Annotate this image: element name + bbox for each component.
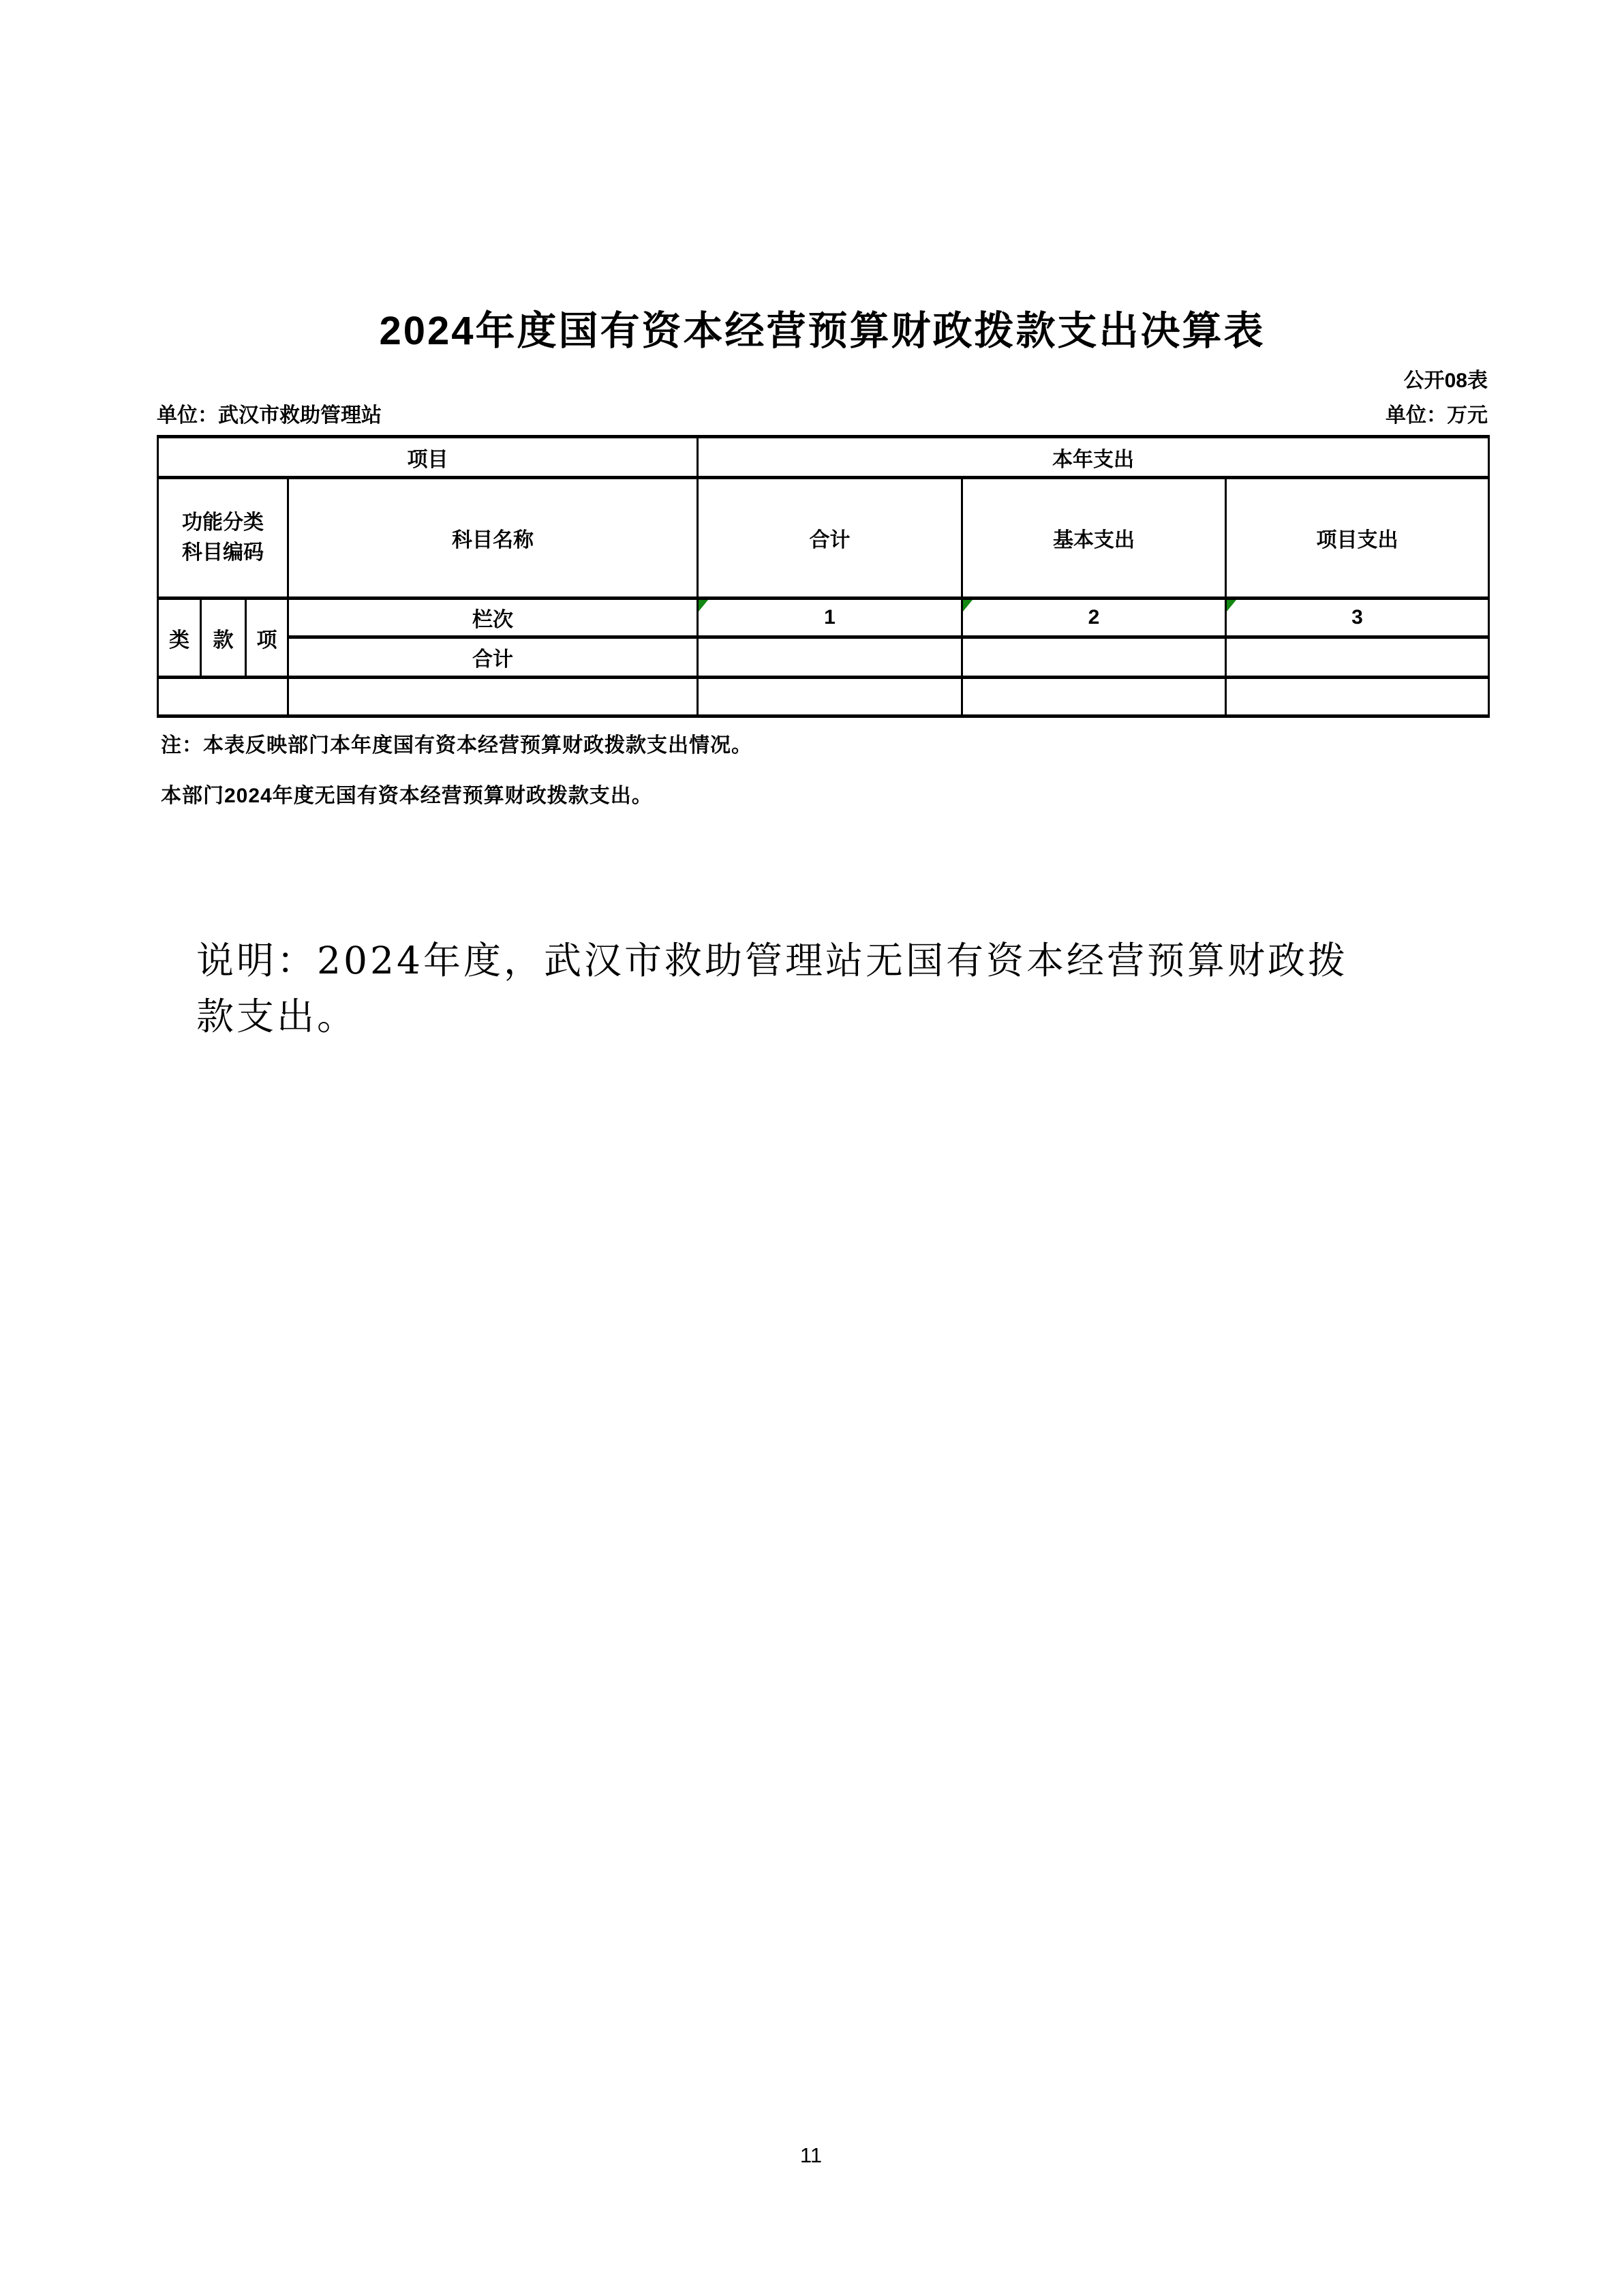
empty-row-name-cell <box>288 678 698 716</box>
page-title: 2024年度国有资本经营预算财政拨款支出决算表 <box>379 309 1266 353</box>
total-row-total-cell <box>698 637 962 678</box>
column-index-basic: 2 <box>1088 606 1100 629</box>
table-note: 注：本表反映部门本年度国有资本经营预算财政拨款支出情况。 <box>161 734 752 757</box>
statement-line: 款支出。 <box>196 995 358 1038</box>
empty-row-project-cell <box>1226 678 1489 716</box>
table-row <box>158 637 1489 678</box>
total-row-label: 合计 <box>288 637 698 678</box>
header-project-expenditure: 项目支出 <box>1226 478 1489 599</box>
table-row <box>158 478 1489 599</box>
table-row <box>158 599 1489 637</box>
table-row <box>158 678 1489 716</box>
column-index-basic-cell <box>962 599 1226 637</box>
cell-flag-icon <box>699 600 708 611</box>
header-item: 项 <box>246 599 288 678</box>
header-basic-expenditure: 基本支出 <box>962 478 1226 599</box>
unit-row <box>157 398 1488 428</box>
header-section: 款 <box>201 599 246 678</box>
cell-flag-icon <box>1227 600 1236 611</box>
statement-line: 说明：2024年度，武汉市救助管理站无国有资本经营预算财政拨 <box>196 939 1348 982</box>
column-index-project-cell <box>1226 599 1489 637</box>
department-note: 本部门2024年度无国有资本经营预算财政拨款支出。 <box>161 785 653 807</box>
total-row-project-cell <box>1226 637 1489 678</box>
empty-row-code-cell <box>158 678 288 716</box>
page-number: 11 <box>799 2143 823 2167</box>
header-subject-name: 科目名称 <box>288 478 698 599</box>
header-total: 合计 <box>698 478 962 599</box>
functional-code-line2: 科目编码 <box>182 541 264 564</box>
header-class: 类 <box>158 599 201 678</box>
table-row <box>158 437 1489 478</box>
cell-flag-icon <box>963 600 973 611</box>
functional-code-line1: 功能分类 <box>182 511 264 534</box>
header-current-year-group: 本年支出 <box>698 437 1489 478</box>
column-index-project: 3 <box>1351 606 1363 629</box>
budget-table <box>157 435 1490 718</box>
header-project-group: 项目 <box>158 437 698 478</box>
column-index-total: 1 <box>824 606 836 629</box>
unit-currency-label: 单位：万元 <box>1386 404 1488 427</box>
empty-row-basic-cell <box>962 678 1226 716</box>
column-index-total-cell <box>698 599 962 637</box>
statement-paragraph <box>196 933 1450 1044</box>
header-functional-code <box>158 478 288 599</box>
column-index-label: 栏次 <box>288 599 698 637</box>
total-row-basic-cell <box>962 637 1226 678</box>
unit-name-label: 单位：武汉市救助管理站 <box>157 404 382 427</box>
table-code-label: 公开08表 <box>1403 369 1488 392</box>
empty-row-total-cell <box>698 678 962 716</box>
